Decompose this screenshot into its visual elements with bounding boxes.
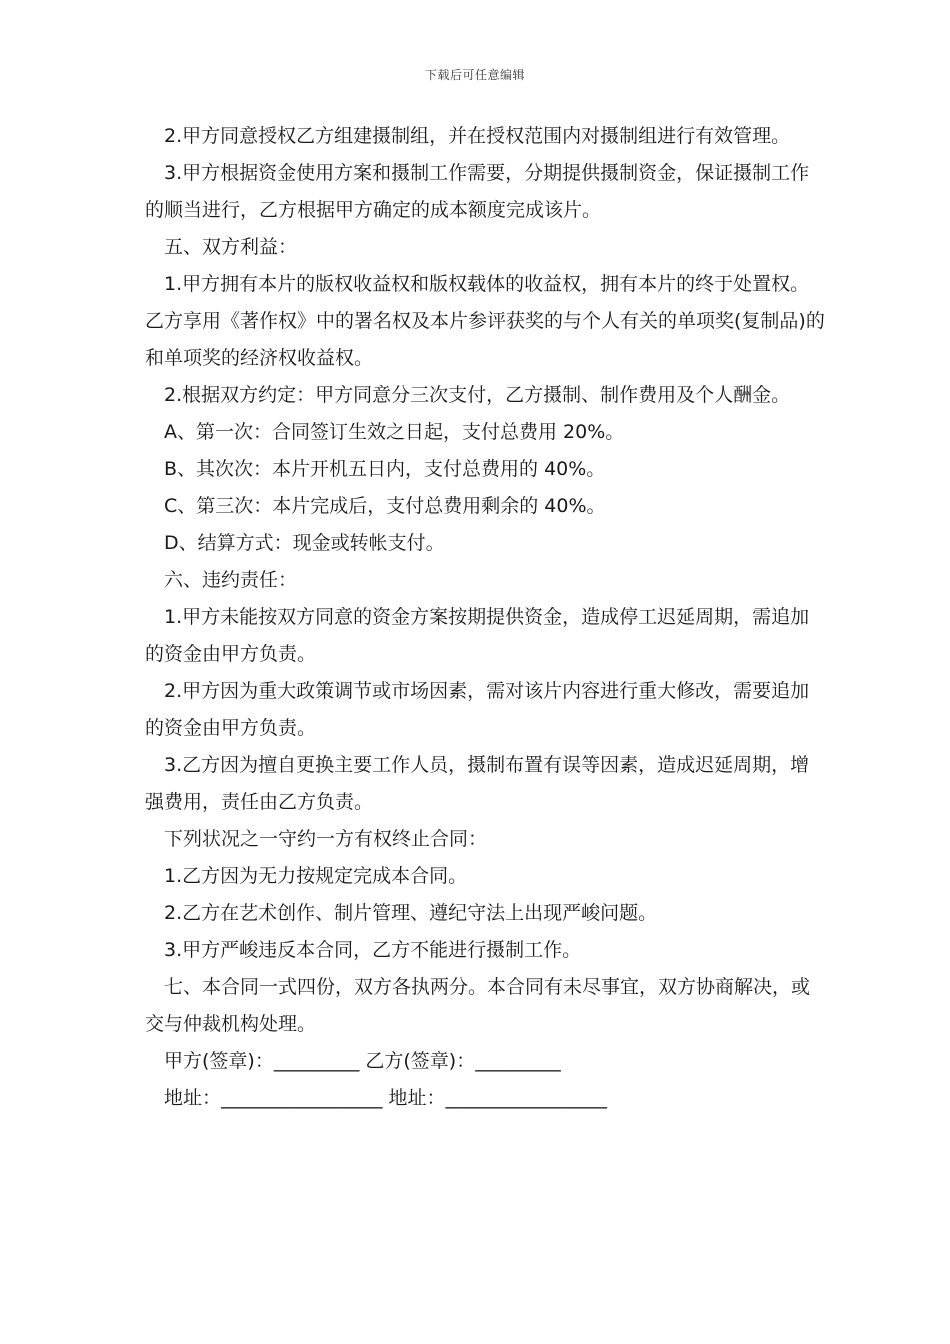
termination-item: 2.乙方在艺术创作、制片管理、遵纪守法上出现严峻问题。: [164, 902, 658, 924]
clause-paragraph: 2.甲方同意授权乙方组建摄制组，并在授权范围内对摄制组进行有效管理。: [164, 125, 791, 147]
termination-item: 1.乙方因为无力按规定完成本合同。: [164, 865, 468, 887]
clause-paragraph: 3.甲方根据资金使用方案和摄制工作需要，分期提供摄制资金，保证摄制工作的顺当进行，乙方根据甲方确定的成本额度完成该片。: [145, 162, 810, 221]
clause-paragraph: 1.甲方拥有本片的版权收益权和版权载体的收益权，拥有本片的终于处置权。乙方享用《著作权》中的署名权及本片参评获奖的与个人有关的单项奖(复制品)的和单项奖的经济权收益权。: [145, 273, 825, 369]
clause-paragraph: 2.甲方因为重大政策调节或市场因素，需对该片内容进行重大修改，需要追加的资金由甲方负责。: [145, 680, 810, 739]
clause-paragraph: 七、本合同一式四份，双方各执两分。本合同有未尽事宜，双方协商解决，或交与仲裁机构处理。: [145, 976, 811, 1035]
clause-paragraph: 1.甲方未能按双方同意的资金方案按期提供资金，造成停工迟延周期，需追加的资金由甲方负责。: [145, 606, 810, 665]
termination-item: 3.甲方严峻违反本合同，乙方不能进行摄制工作。: [164, 939, 582, 961]
signature-line: 甲方(签章)：_________ 乙方(签章)：_________: [164, 1050, 561, 1072]
payment-item: C、第三次：本片完成后，支付总费用剩余的 40%。: [164, 495, 606, 517]
termination-heading: 下列状况之一守约一方有权终止合同：: [164, 828, 488, 850]
clause-paragraph: 3.乙方因为擅自更换主要工作人员，摄制布置有误等因素，造成迟延周期，增强费用，责任由乙方负责。: [145, 754, 810, 813]
payment-item: B、其次次：本片开机五日内，支付总费用的 40%。: [164, 458, 606, 480]
address-line: 地址：_________________ 地址：_________________: [164, 1087, 608, 1109]
section-heading-benefits: 五、双方利益：: [164, 236, 298, 258]
clause-paragraph: 2.根据双方约定：甲方同意分三次支付，乙方摄制、制作费用及个人酬金。: [164, 384, 791, 406]
payment-item: D、结算方式：现金或转帐支付。: [164, 532, 445, 554]
payment-item: A、第一次：合同签订生效之日起，支付总费用 20%。: [164, 421, 625, 443]
section-heading-liability: 六、违约责任：: [164, 569, 298, 591]
page-header: 下载后可任意编辑: [424, 68, 525, 82]
contract-body: [145, 118, 825, 1117]
